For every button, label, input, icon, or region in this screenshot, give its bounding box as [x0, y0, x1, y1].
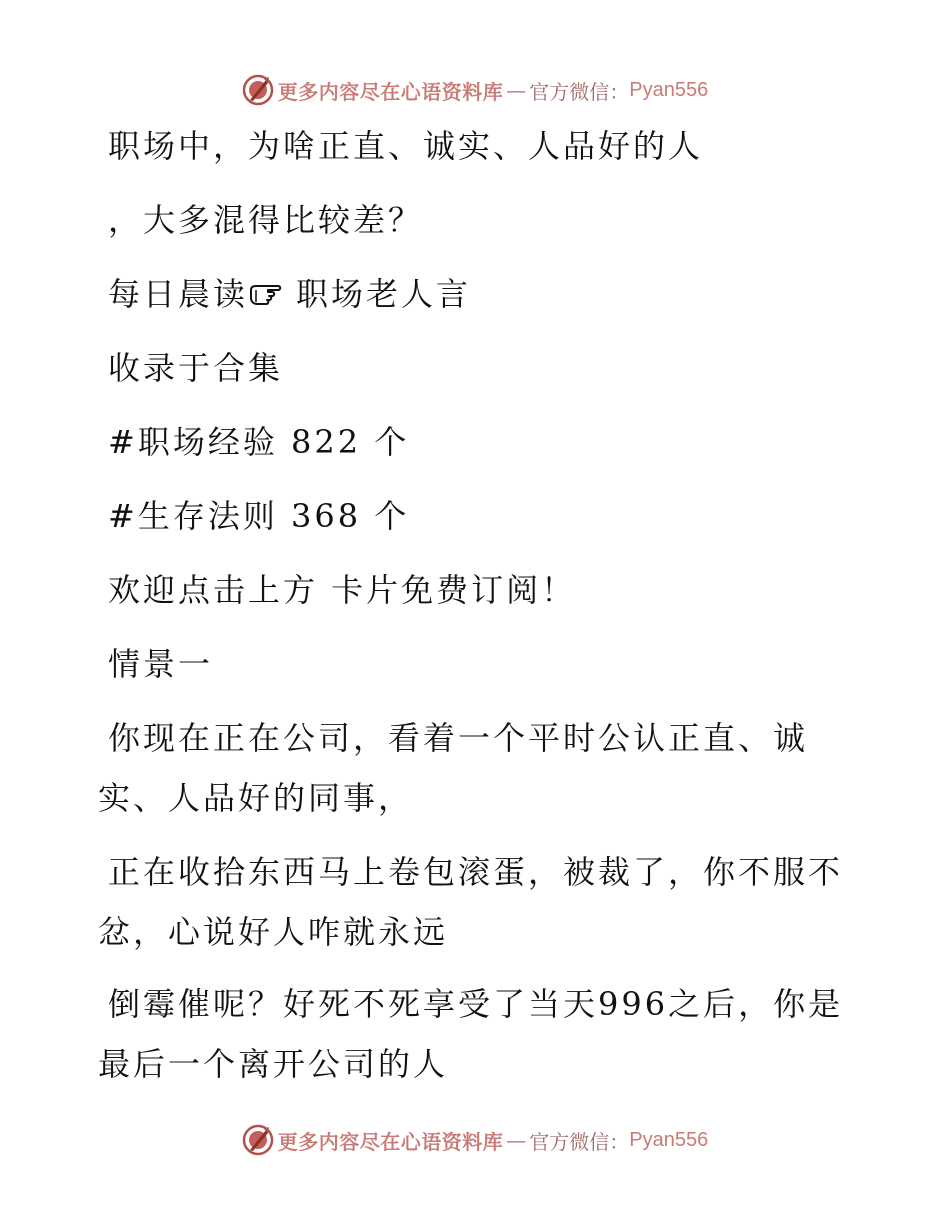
banner-text: 更多内容尽在心语资料库: [277, 79, 504, 104]
subscribe-prompt: 欢迎点击上方 卡片免费订阅！: [108, 571, 577, 609]
paragraph-line-1: 你现在正在公司，看着一个平时公认正直、诚: [108, 719, 809, 757]
hashtag-workplace-experience[interactable]: #职场经验 822 个: [108, 423, 410, 461]
banner-wechat-id: Pyan556: [629, 1128, 709, 1151]
footer-watermark: [0, 1120, 950, 1160]
banner-wechat-label: 官方微信：: [529, 79, 630, 104]
quill-seal-logo-icon: [242, 1124, 274, 1156]
collection-label: 收录于合集: [108, 349, 284, 387]
morning-reading-line: [108, 274, 471, 314]
pointing-hand-icon: [248, 281, 292, 307]
banner-separator: —: [506, 78, 527, 102]
title-line-1: 职场中，为啥正直、诚实、人品好的人: [108, 127, 704, 165]
banner-separator: —: [506, 1128, 527, 1152]
paragraph-line-2: 实、人品好的同事，: [98, 779, 414, 817]
quill-seal-logo-icon: [242, 74, 274, 106]
hashtag-survival-rules[interactable]: #生存法则 368 个: [108, 497, 410, 535]
paragraph-line-3: 正在收拾东西马上卷包滚蛋，被裁了，你不服不: [108, 853, 844, 891]
section-heading: 情景一: [108, 645, 214, 683]
paragraph-line-6: 最后一个离开公司的人: [98, 1045, 449, 1083]
banner-text: 更多内容尽在心语资料库: [277, 1129, 504, 1154]
column-name: 职场老人言: [296, 275, 472, 313]
morning-reading-label: 每日晨读: [108, 275, 249, 313]
banner-wechat-id: Pyan556: [629, 78, 709, 101]
banner-wechat-label: 官方微信：: [529, 1129, 630, 1154]
title-line-2: ，大多混得比较差？: [108, 201, 424, 239]
paragraph-line-5: 倒霉催呢？好死不死享受了当天996之后，你是: [108, 985, 844, 1023]
header-watermark: [0, 70, 950, 110]
paragraph-line-4: 忿，心说好人咋就永远: [98, 913, 449, 951]
